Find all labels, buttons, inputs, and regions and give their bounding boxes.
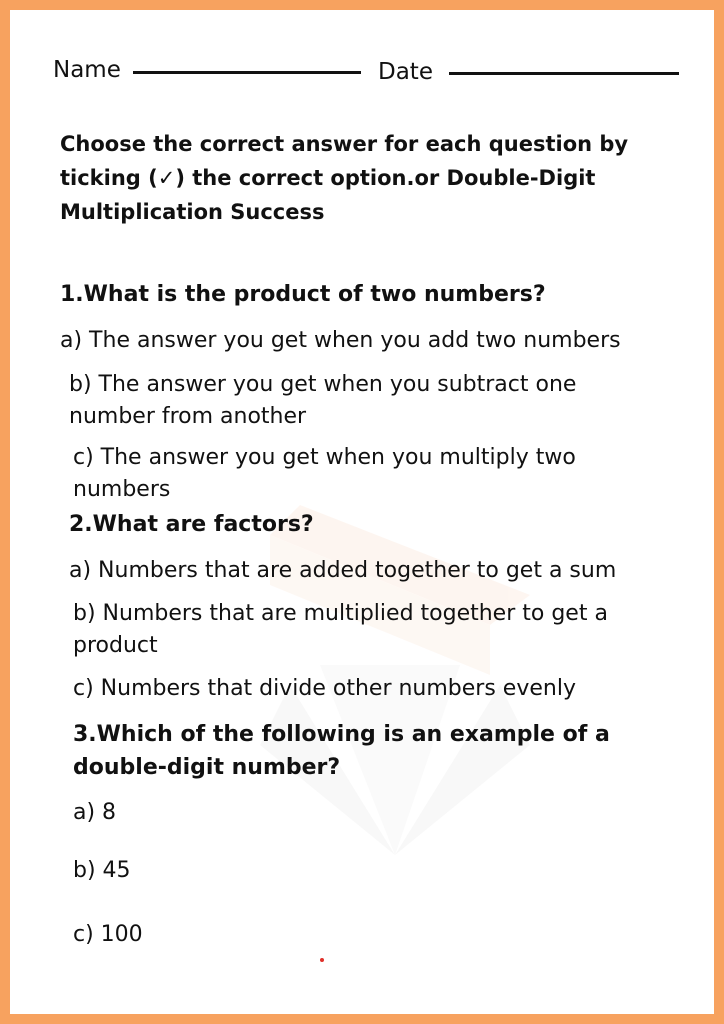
name-line[interactable] [133, 71, 361, 74]
question-1-option-c[interactable]: c) The answer you get when you multiply two numbers [73, 445, 576, 502]
question-3-option-c[interactable]: c) 100 [73, 922, 143, 947]
question-2-option-b[interactable]: b) Numbers that are multiplied together to get a product [73, 601, 608, 658]
question-3-option-a[interactable]: a) 8 [73, 800, 117, 825]
question-3-option-b[interactable]: b) 45 [73, 858, 131, 883]
name-label: Name [53, 57, 121, 83]
instructions: Choose the correct answer for each question by ticking (✓) the correct option.or Double-Digit Multiplication Success [60, 132, 629, 224]
question-2-option-c[interactable]: c) Numbers that divide other numbers evenly [73, 676, 576, 701]
date-label: Date [378, 59, 433, 85]
question-2-text: 2.What are factors? [69, 512, 314, 537]
question-2-option-a[interactable]: a) Numbers that are added together to get a sum [69, 558, 617, 583]
question-1-option-a[interactable]: a) The answer you get when you add two numbers [60, 328, 621, 353]
date-line[interactable] [449, 72, 679, 75]
question-1-option-b[interactable]: b) The answer you get when you subtract one number from another [69, 372, 577, 429]
question-1-text: 1.What is the product of two numbers? [60, 282, 546, 307]
question-3-text: 3.Which of the following is an example of a double-digit number? [73, 722, 610, 780]
red-dot-mark [320, 958, 324, 962]
